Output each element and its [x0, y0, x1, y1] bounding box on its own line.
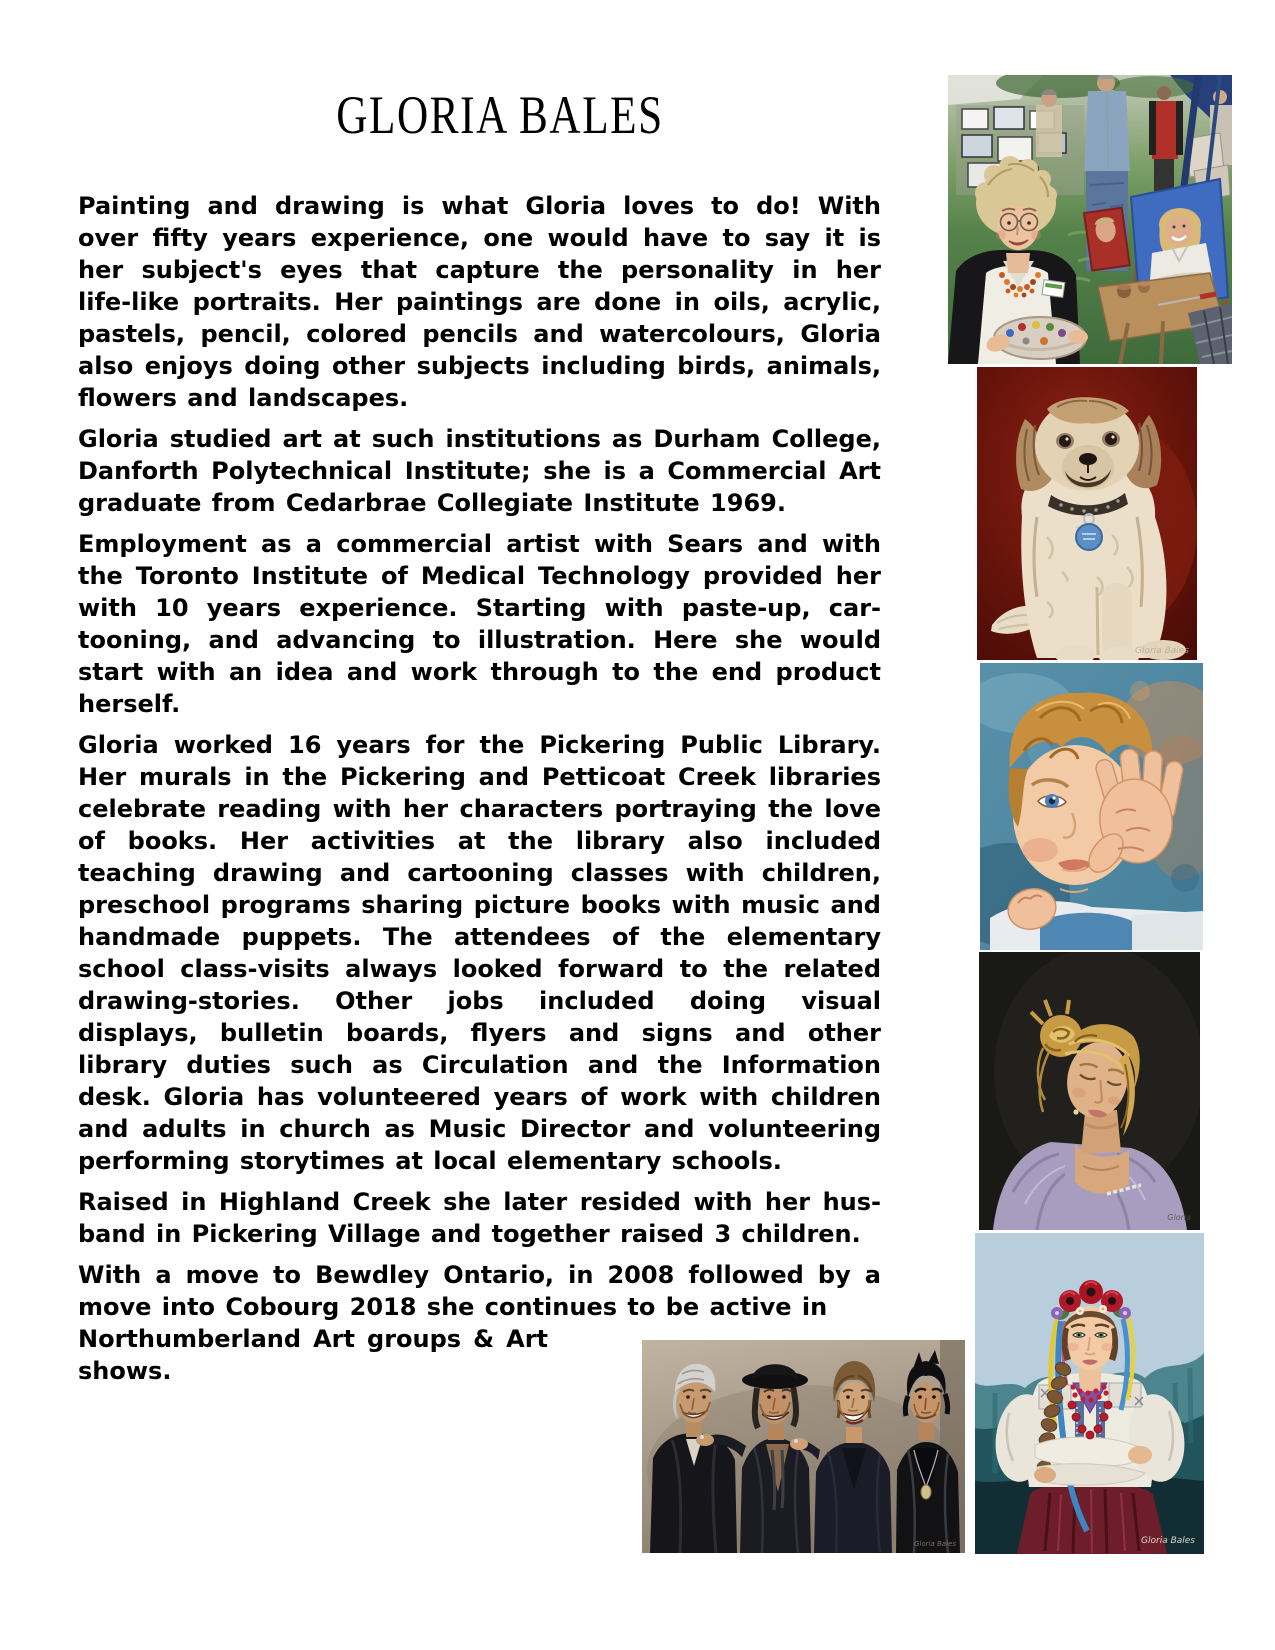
rolling-stones-painting — [642, 1340, 965, 1553]
paragraph-moves-part1: With a move to Bewdley Ontario, in 2008 followed by a move into Cobourg 2018 she continues to be active in — [78, 1261, 881, 1321]
earring — [1073, 1109, 1078, 1114]
lavender-portrait-art — [979, 952, 1200, 1230]
paragraph-employment: Employment as a commercial artist with Sears and with the Toronto Institute of Medical Technology provided her with 10 years experience. Starting with paste-up, car-tooning, and advancing to illustration. Here she would start with an idea and work through to the end product herself. — [78, 530, 881, 718]
page-title: GLORIA BALES — [336, 85, 664, 145]
dog-signature: Gloria Bales — [1135, 646, 1189, 656]
portrait-signature: Gloria — [1167, 1213, 1191, 1222]
child-painting-art — [980, 663, 1203, 950]
art-fair-photo-art — [948, 75, 1232, 364]
dog-painting-art — [977, 367, 1197, 660]
child-signature: GloriaBales — [1147, 934, 1196, 944]
paragraph-moves-part2: Northumberland Art groups & Art shows. — [78, 1325, 548, 1385]
ukrainian-signature: Gloria Bales — [1141, 1536, 1195, 1546]
ukrainian-painting-art — [975, 1233, 1204, 1554]
lavender-portrait-painting — [979, 952, 1200, 1230]
rolling-stones-art — [642, 1340, 965, 1553]
art-fair-photo — [948, 75, 1232, 364]
dog-painting — [977, 367, 1197, 660]
ukrainian-painting — [975, 1233, 1204, 1554]
paragraph-library: Gloria worked 16 years for the Pickering Public Library. Her murals in the Pickering and Petticoat Creek libraries celebrate reading with her characters portraying the love of books. Her activities at the library also included teaching drawing and cartooning classes with children, preschool programs sharing picture books with music and handmade puppets. The attendees of the elementary school class-visits always looked forward to the related drawing-stories. Other jobs included doing visual displays, bulletin boards, flyers and signs and other library duties such as Circulation and the Information desk. Gloria has volunteered years of work with children and adults in church as Music Director and volunteering performing storytimes at local elementary schools. — [78, 731, 881, 1175]
article-body — [78, 190, 881, 1396]
paragraph-family: Raised in Highland Creek she later resided with her hus-band in Pickering Village and together raised 3 children. — [78, 1188, 881, 1248]
child-painting — [980, 663, 1203, 950]
stones-signature: Gloria Bales — [914, 1540, 956, 1548]
name-tag — [1042, 280, 1065, 298]
paragraph-education: Gloria studied art at such institutions as Durham College, Danforth Polytechnical Institute; she is a Commercial Art graduate from Cedarbrae Collegiate Institute 1969. — [78, 425, 881, 517]
paragraph-intro: Painting and drawing is what Gloria loves to do! With over fifty years experience, one would have to say it is her subject's eyes that capture the personality in her life-like portraits. Her paintings are done in oils, acrylic, pastels, pencil, colored pencils and watercolours, Gloria also enjoys doing other subjects including birds, animals, flowers and landscapes. — [78, 192, 881, 412]
